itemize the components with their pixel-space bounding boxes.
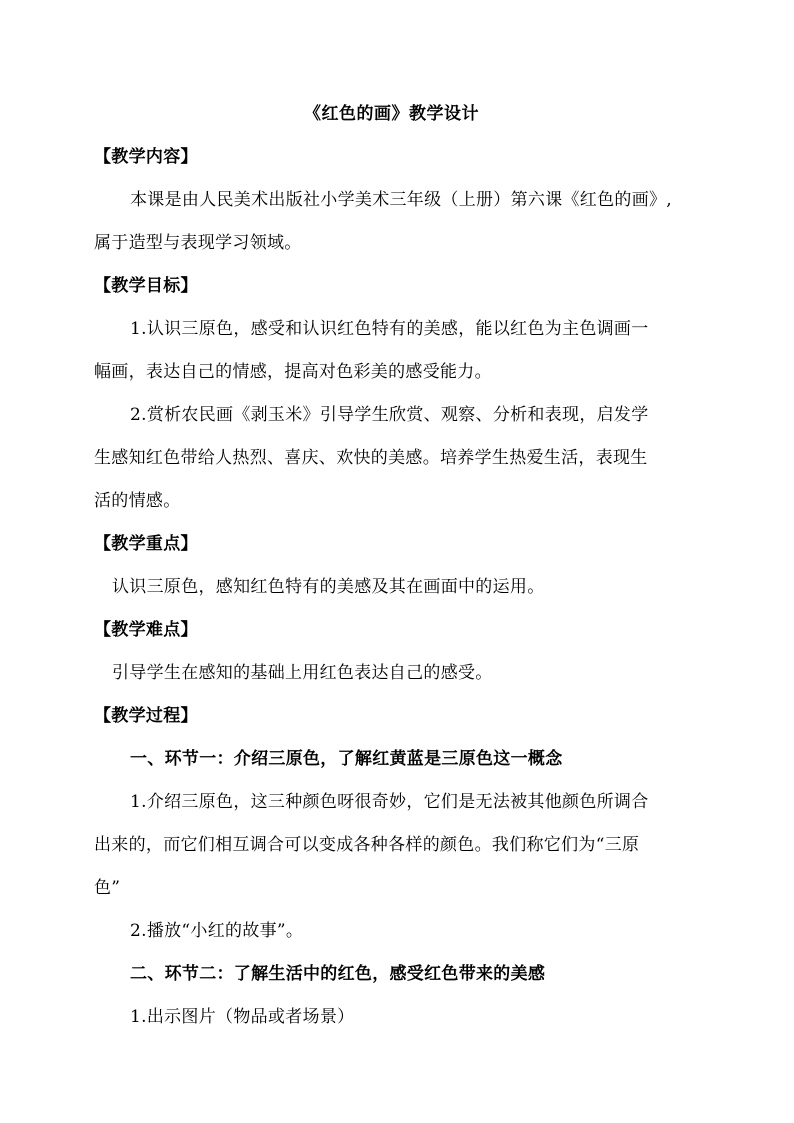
paragraph-line: 幅画，表达自己的情感，提高对色彩美的感受能力。 xyxy=(94,362,492,382)
paragraph-line: 引导学生在感知的基础上用红色表达自己的感受。 xyxy=(112,663,493,683)
step-heading: 一、环节一：介绍三原色，了解红黄蓝是三原色这一概念 xyxy=(130,749,563,769)
paragraph-line: 生感知红色带给人热烈、喜庆、欢快的美感。培养学生热爱生活，表现生 xyxy=(94,448,648,468)
step-heading: 二、环节二：了解生活中的红色，感受红色带来的美感 xyxy=(130,964,546,984)
paragraph-line: 2.播放“小红的故事”。 xyxy=(130,921,304,941)
section-heading-content: 【教学内容】 xyxy=(94,147,198,167)
paragraph-line: 属于造型与表现学习领域。 xyxy=(94,233,302,253)
paragraph-line: 2.赏析农民画《剥玉米》引导学生欣赏、观察、分析和表现，启发学 xyxy=(130,405,649,425)
document-title: 《红色的画》教学设计 xyxy=(304,104,479,124)
paragraph-line: 色” xyxy=(94,878,121,898)
paragraph-line: 本课是由人民美术出版社小学美术三年级（上册）第六课《红色的画》, xyxy=(130,190,673,210)
paragraph-line: 1.介绍三原色，这三种颜色呀很奇妙，它们是无法被其他颜色所调合 xyxy=(130,792,649,812)
section-heading-process: 【教学过程】 xyxy=(94,706,198,726)
paragraph-line: 活的情感。 xyxy=(94,491,181,511)
paragraph-line: 认识三原色，感知红色特有的美感及其在画面中的运用。 xyxy=(112,577,545,597)
section-heading-focus: 【教学重点】 xyxy=(94,534,198,554)
paragraph-line: 1.出示图片（物品或者场景） xyxy=(130,1007,355,1027)
section-heading-goals: 【教学目标】 xyxy=(94,276,198,296)
paragraph-line: 出来的，而它们相互调合可以变成各种各样的颜色。我们称它们为“三原 xyxy=(94,835,640,855)
paragraph-line: 1.认识三原色，感受和认识红色特有的美感，能以红色为主色调画一 xyxy=(130,319,649,339)
section-heading-difficulty: 【教学难点】 xyxy=(94,620,198,640)
